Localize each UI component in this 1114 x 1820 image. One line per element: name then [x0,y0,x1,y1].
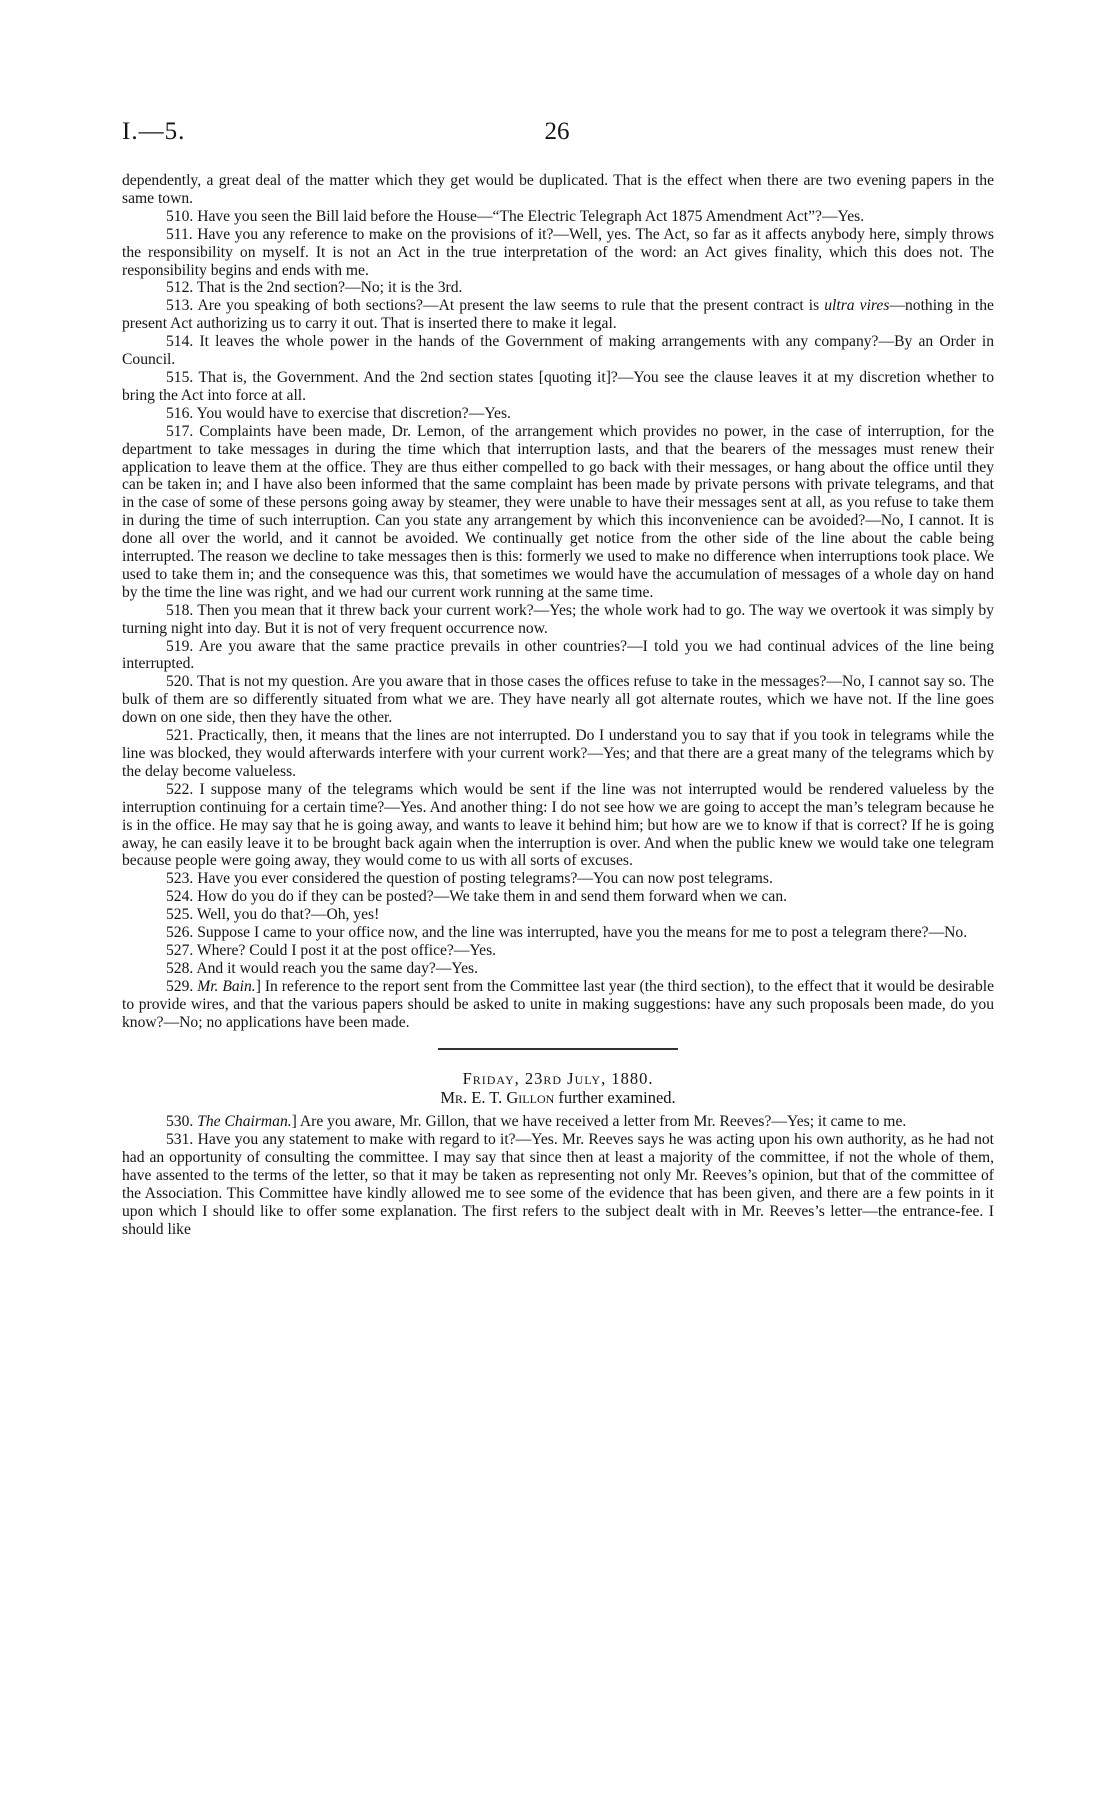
question-number: 528. [166,959,194,977]
question-number: 520. [166,673,194,691]
question-text: ] Are you aware, Mr. Gillon, that we have received a letter from Mr. Reeves?—Yes; it came to me. [291,1113,907,1131]
question-number: 529. [166,977,194,995]
question-number: 526. [166,924,194,942]
question-number: 522. [166,780,194,798]
question-text: That is not my question. Are you aware that in those cases the offices refuse to take in the messages?—No, I cannot say so. The bulk of them are so differently situated from what we are. They have nearly all got alternate routes, which we have not. If the line goes down on one side, then they have the other. [122,673,994,727]
question-text: I suppose many of the telegrams which would be sent if the line was not interrupted would be rendered valueless by the interruption continuing for a certain time?—Yes. And another thing: I do not see how we are going to accept the man’s telegram because he is in the office. He may say that he is going away, and wants to leave it behind him; but how are we to know if that is correct? If he is going away, he can easily leave it to be brought back again when the interruption is over. And when the public knew we would take one telegram because people were going away, they would come to us with all sorts of excuses. [122,780,994,870]
question-518 [122,602,994,638]
witness-status: further examined. [558,1088,676,1108]
question-text: Practically, then, it means that the lines are not interrupted. Do I understand you to say that if you took in telegrams while the line was blocked, they would afterwards interfere with your current work?—Yes; and that there are a great many of the telegrams which by the delay become valueless. [122,727,994,780]
question-number: 525. [166,906,194,924]
question-text-cont: —nothing in the present Act authorizing us to carry it out. That is inserted there to make it legal. [122,297,994,333]
question-521 [122,727,994,781]
question-525 [122,906,994,924]
question-number: 521. [166,727,194,745]
question-text: That is the 2nd section?—No; it is the 3rd. [196,279,463,297]
question-text: Are you aware that the same practice prevails in other countries?—I told you we had continual advices of the line being interrupted. [122,637,994,673]
question-513 [122,297,994,333]
question-number: 514. [166,333,194,351]
question-515 [122,369,994,405]
question-text: Have you seen the Bill laid before the House—“The Electric Telegraph Act 1875 Amendment Act”?—Yes. [197,207,865,225]
question-text: ] In reference to the report sent from the Committee last year (the third section), to the effect that it would be desirable to provide wires, and that the various papers should be asked to unite in making suggestions: have any such proposals been made, do you know?—No; no applications have been made. [122,977,994,1031]
question-524 [122,888,994,906]
question-text: That is, the Government. And the 2nd section states [quoting it]?—You see the clause leaves it at my discretion whether to bring the Act into force at all. [122,368,994,404]
page-body [122,172,994,1239]
question-512 [122,279,994,297]
question-number: 517. [166,422,194,440]
paragraph-continuation: dependently, a great deal of the matter which they get would be duplicated. That is the effect when there are two evening papers in the same town. [122,172,994,207]
question-text: It leaves the whole power in the hands of the Government of making arrangements with any company?—By an Order in Council. [122,333,995,369]
question-522 [122,781,994,871]
question-text: Well, you do that?—Oh, yes! [196,906,380,924]
question-number: 513. [166,297,194,315]
speaker-name: Mr. Bain. [197,977,256,995]
question-text: Then you mean that it threw back your current work?—Yes; the whole work had to go. The way we overtook it was simply by turning night into day. But it is not of very frequent occurrence now. [122,601,994,637]
question-527 [122,942,994,960]
question-511 [122,226,994,280]
question-number: 511. [166,225,193,243]
question-528 [122,960,994,978]
paper-reference: I.—5. [122,118,186,145]
question-text: Have you ever considered the question of posting telegrams?—You can now post telegrams. [197,870,773,888]
question-number: 530. [166,1113,194,1131]
question-text: Where? Could I post it at the post office?—Yes. [196,941,497,959]
session-date: Friday, 23rd July, 1880. [462,1068,654,1088]
question-text: And it would reach you the same day?—Yes. [196,959,478,977]
witness-heading [122,1089,994,1107]
question-text: How do you do if they can be posted?—We take them in and send them forward when we can. [197,888,788,906]
question-526 [122,924,994,942]
question-number: 512. [166,279,194,297]
question-number: 510. [166,207,194,225]
question-530 [122,1113,994,1131]
question-520 [122,673,994,727]
question-519 [122,638,994,674]
question-number: 519. [166,637,194,655]
question-510 [122,208,994,226]
question-number: 515. [166,368,194,386]
question-text: Suppose I came to your office now, and the line was interrupted, have you the means for me to post a telegram there?—No. [197,924,968,942]
question-514 [122,333,994,369]
speaker-name: The Chairman. [197,1113,292,1131]
question-529 [122,978,994,1032]
italic-phrase: ultra vires [824,297,890,315]
question-516 [122,405,994,423]
question-text: Have you any reference to make on the provisions of it?—Well, yes. The Act, so far as it affects anybody here, simply throws the responsibility on myself. It is not an Act in the true interpretation of the word: an Act gives finality, which this does not. The responsibility begins and ends with me. [122,225,994,279]
question-531 [122,1131,994,1238]
question-number: 527. [166,941,194,959]
question-text: You would have to exercise that discretion?—Yes. [196,404,511,422]
question-517 [122,423,994,602]
question-number: 518. [166,601,194,619]
question-number: 524. [166,888,194,906]
page-number: 26 [544,118,570,145]
question-523 [122,870,994,888]
witness-name: Mr. E. T. Gillon [440,1088,555,1108]
question-text: Are you speaking of both sections?—At present the law seems to rule that the present contract is [197,297,820,315]
question-text: Have you any statement to make with regard to it?—Yes. Mr. Reeves says he was acting upon his own authority, as he had not had an opportunity of consulting the committee. I may say that since then at least a majority of the committee, if not the whole of them, have assented to the terms of the letter, so that it may be taken as representing not only Mr. Reeves’s opinion, but that of the committee of the Association. This Committee have kindly allowed me to see some of the evidence that has been given, and there are a few points in it upon which I should like to offer some explanation. The first refers to the subject dealt with in Mr. Reeves’s letter—the entrance-fee. I should like [122,1131,994,1238]
question-number: 523. [166,870,194,888]
section-divider [438,1048,678,1050]
question-number: 516. [166,404,194,422]
question-number: 531. [166,1131,194,1149]
question-text: Complaints have been made, Dr. Lemon, of the arrangement which provides no power, in the case of interruption, for the department to take messages in during the time which that interruption lasts, and that the bearers of the messages must renew their application to leave them at the office. They are thus either compelled to go back with their messages, or hang about the office until they can be taken in; and I have also been informed that the same complaint has been made by private persons with private telegrams, and that in the case of some of these persons going away by steamer, they were unable to have their messages sent at all, as you refuse to take them in during the time of such interruption. Can you state any arrangement by which this inconvenience can be avoided?—No, I cannot. It is done all over the world, and it cannot be avoided. We continually get notice from the other side of the line about the cable being interrupted. The reason we decline to take messages then is this: formerly we used to make no difference when interruptions took place. We used to take them in; and the consequence was this, that sometimes we would have the accumulation of messages of a whole day on hand by the time the line was right, and we had our current work running at the same time. [122,422,994,601]
